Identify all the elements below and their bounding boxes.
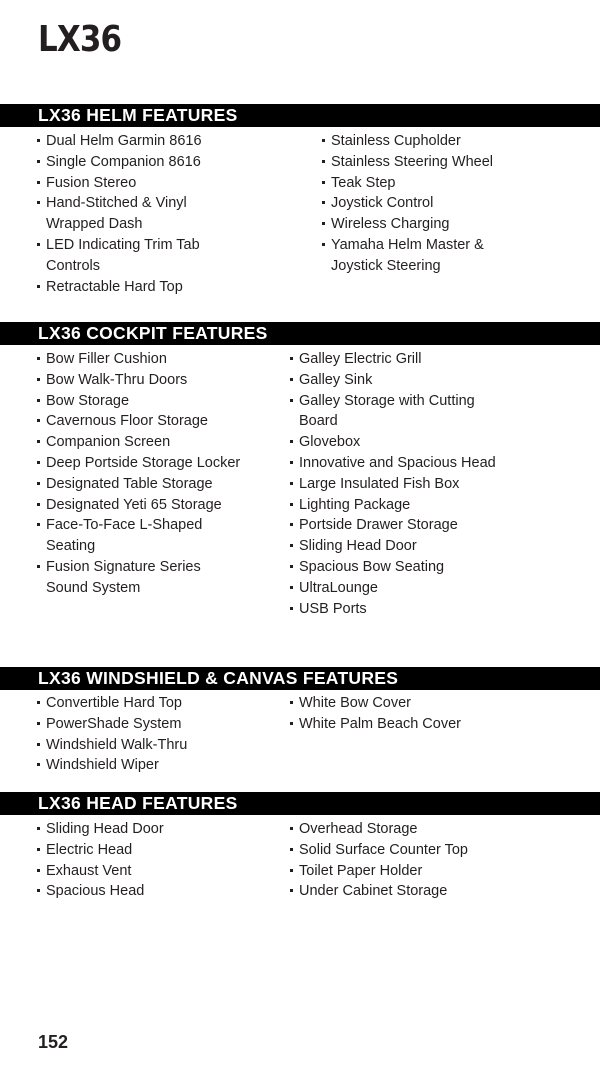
head-features-right-list (290, 819, 520, 902)
list-item: Electric Head (37, 840, 257, 861)
section-header-windshield-canvas: LX36 WINDSHIELD & CANVAS FEATURES (0, 667, 600, 690)
list-item: Large Insulated Fish Box (290, 474, 510, 495)
list-item: Deep Portside Storage Locker (37, 453, 242, 474)
page-title: LX36 (38, 19, 122, 60)
list-item: LED Indicating Trim Tab Controls (37, 235, 217, 277)
list-item: Exhaust Vent (37, 861, 257, 882)
list-item: Companion Screen (37, 432, 242, 453)
list-item: Face-To-Face L-Shaped Seating (37, 515, 242, 557)
list-item: White Bow Cover (290, 693, 510, 714)
list-item: Glovebox (290, 432, 510, 453)
list-item: Stainless Cupholder (322, 131, 522, 152)
helm-features-left-list (37, 131, 217, 297)
section-header-helm: LX36 HELM FEATURES (0, 104, 600, 127)
list-item: Galley Storage with Cutting Board (290, 391, 510, 433)
list-item: Bow Walk-Thru Doors (37, 370, 242, 391)
head-features-left-list (37, 819, 257, 902)
list-item: Fusion Signature Series Sound System (37, 557, 242, 599)
list-item: Spacious Head (37, 881, 257, 902)
list-item: Wireless Charging (322, 214, 522, 235)
list-item: Yamaha Helm Master & Joystick Steering (322, 235, 522, 277)
list-item: Hand-Stitched & Vinyl Wrapped Dash (37, 193, 217, 235)
list-item: Joystick Control (322, 193, 522, 214)
list-item: Designated Yeti 65 Storage (37, 495, 242, 516)
list-item: Sliding Head Door (290, 536, 510, 557)
section-header-head: LX36 HEAD FEATURES (0, 792, 600, 815)
list-item: Designated Table Storage (37, 474, 242, 495)
list-item: Toilet Paper Holder (290, 861, 520, 882)
list-item: Fusion Stereo (37, 173, 217, 194)
list-item: Innovative and Spacious Head (290, 453, 510, 474)
cockpit-features-right-list (290, 349, 510, 619)
list-item: Bow Storage (37, 391, 242, 412)
list-item: PowerShade System (37, 714, 257, 735)
list-item: UltraLounge (290, 578, 510, 599)
list-item: Single Companion 8616 (37, 152, 217, 173)
list-item: Dual Helm Garmin 8616 (37, 131, 217, 152)
list-item: Spacious Bow Seating (290, 557, 510, 578)
list-item: Bow Filler Cushion (37, 349, 242, 370)
helm-features-right-list (322, 131, 522, 277)
list-item: Teak Step (322, 173, 522, 194)
list-item: Lighting Package (290, 495, 510, 516)
list-item: Galley Electric Grill (290, 349, 510, 370)
list-item: Convertible Hard Top (37, 693, 257, 714)
list-item: Solid Surface Counter Top (290, 840, 520, 861)
list-item: Overhead Storage (290, 819, 520, 840)
page-number: 152 (38, 1032, 69, 1052)
list-item: USB Ports (290, 599, 510, 620)
list-item: Galley Sink (290, 370, 510, 391)
list-item: Windshield Wiper (37, 755, 257, 776)
list-item: White Palm Beach Cover (290, 714, 510, 735)
cockpit-features-left-list (37, 349, 242, 599)
list-item: Cavernous Floor Storage (37, 411, 242, 432)
windshield-canvas-left-list (37, 693, 257, 776)
windshield-canvas-right-list (290, 693, 510, 735)
list-item: Under Cabinet Storage (290, 881, 520, 902)
list-item: Windshield Walk-Thru (37, 735, 257, 756)
list-item: Retractable Hard Top (37, 277, 217, 298)
list-item: Stainless Steering Wheel (322, 152, 522, 173)
list-item: Sliding Head Door (37, 819, 257, 840)
section-header-cockpit: LX36 COCKPIT FEATURES (0, 322, 600, 345)
list-item: Portside Drawer Storage (290, 515, 510, 536)
